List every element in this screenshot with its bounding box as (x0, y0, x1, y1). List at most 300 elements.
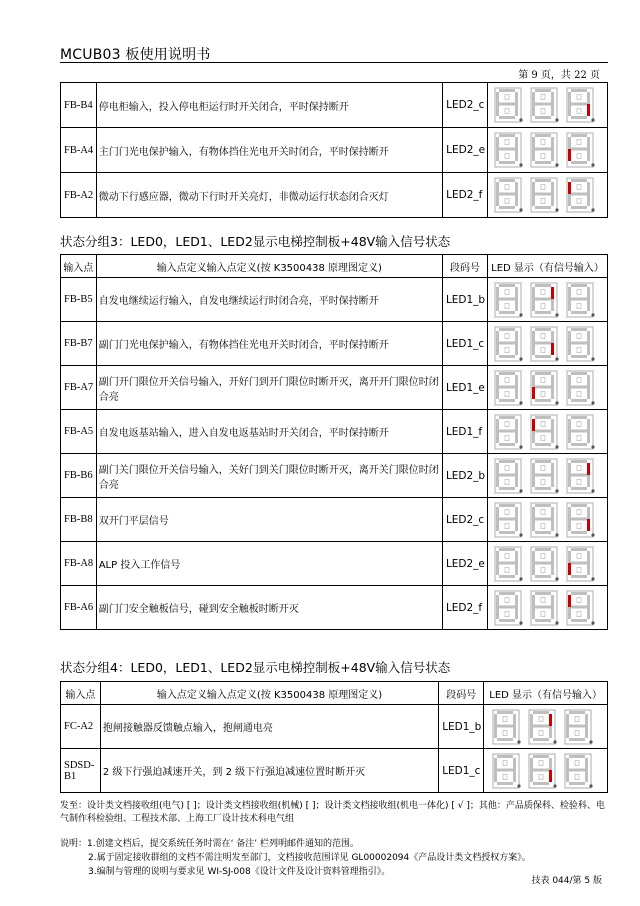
digit-mark (505, 154, 509, 159)
segment-a (535, 548, 551, 551)
segment-a (571, 179, 587, 182)
digit-mark (541, 303, 545, 308)
segment-a (499, 134, 515, 137)
digit-mark (539, 774, 543, 779)
segment-e (494, 726, 497, 738)
segment-g (571, 605, 587, 608)
segment-e (496, 194, 499, 206)
segment-e (568, 194, 571, 206)
segment-g (499, 385, 515, 388)
segment-d (571, 575, 587, 578)
segment-f (532, 551, 535, 563)
segment-a (571, 504, 587, 507)
segment-b (585, 758, 588, 770)
segment-a (499, 504, 515, 507)
segment-d (535, 311, 551, 314)
segment-d (499, 116, 515, 119)
decimal-point (555, 533, 558, 536)
segment-b (587, 375, 590, 387)
digit-mark (541, 95, 545, 100)
digit-mark (577, 289, 581, 294)
segment-a (497, 711, 513, 714)
input-code: FB-A8 (61, 542, 97, 586)
segment-g (497, 724, 513, 727)
segment-a (535, 89, 551, 92)
segment-d (571, 161, 587, 164)
segment-d (571, 399, 587, 402)
digit-mark (577, 154, 581, 159)
digit-mark (577, 347, 581, 352)
segment-b (551, 507, 554, 519)
segment-c (587, 607, 590, 619)
input-code: SDSD-B1 (61, 749, 101, 793)
segment-e (532, 607, 535, 619)
digit-mark (503, 730, 507, 735)
led-display (488, 278, 608, 322)
segment-c (515, 194, 518, 206)
input-code: FB-B7 (61, 322, 97, 366)
segment-a (571, 460, 587, 463)
input-description: 副门开门限位开关信号输入，开好门到开门限位时断开灭，离开开门限位时闭合亮 (96, 366, 442, 410)
segment-e (496, 475, 499, 487)
segment-a (535, 134, 551, 137)
note-line: 2.属于固定接收群组的文档不需注明发至部门，文档接收范围详见 GL00002094《产品设计类文档授权方案》。 (88, 853, 531, 863)
input-code: FB-B6 (61, 454, 97, 498)
digit-mark (541, 333, 545, 338)
segment-f (496, 287, 499, 299)
decimal-point (553, 740, 556, 743)
segment-f (494, 714, 497, 726)
digit-mark (577, 479, 581, 484)
segment-e (496, 563, 499, 575)
segment-g (499, 103, 515, 106)
digit-mark (541, 391, 545, 396)
segment-e (532, 104, 535, 116)
segment-c (587, 343, 590, 355)
segment-b (551, 375, 554, 387)
header-code: 输入点 (61, 682, 101, 705)
digit-mark (577, 95, 581, 100)
section-title-group3: 状态分组3：LED0，LED1、LED2显示电梯控制板+48V输入信号状态 (60, 234, 451, 249)
digit-mark (505, 377, 509, 382)
segment-g (499, 148, 515, 151)
segment-f (568, 507, 571, 519)
segment-b (587, 287, 590, 299)
segment-e (568, 104, 571, 116)
digit-mark (575, 760, 579, 765)
digit-mark (541, 611, 545, 616)
segment-f (566, 758, 569, 770)
decimal-point (555, 577, 558, 580)
segment-code: LED2_e (442, 542, 487, 586)
segment-e (568, 343, 571, 355)
segment-g (571, 103, 587, 106)
led-display (484, 705, 608, 749)
segment-c (513, 770, 516, 782)
segment-d (533, 782, 549, 785)
segment-e (496, 519, 499, 531)
segment-d (535, 355, 551, 358)
segment-a (535, 504, 551, 507)
segment-f (532, 137, 535, 149)
digit-mark (505, 95, 509, 100)
segment-d (497, 738, 513, 741)
segment-g (569, 724, 585, 727)
segment-f (496, 419, 499, 431)
segment-f (532, 331, 535, 343)
segment-c (551, 387, 554, 399)
input-code: FB-B8 (61, 498, 97, 542)
segment-b (549, 714, 552, 726)
segment-g (571, 297, 587, 300)
decimal-point (591, 163, 594, 166)
led-display (488, 366, 608, 410)
segment-e (568, 387, 571, 399)
decimal-point (555, 445, 558, 448)
segment-d (499, 311, 515, 314)
digit-mark (577, 611, 581, 616)
segment-c (585, 770, 588, 782)
segment-c (513, 726, 516, 738)
segment-e (568, 563, 571, 575)
segment-e (532, 475, 535, 487)
input-description: 2 级下行强迫减速开关，到 2 级下行强迫减速位置时断开灭 (100, 749, 438, 793)
segment-g (535, 297, 551, 300)
digit-mark (577, 333, 581, 338)
segment-b (515, 331, 518, 343)
segment-a (535, 284, 551, 287)
segment-e (566, 726, 569, 738)
segment-g (533, 768, 549, 771)
segment-a (499, 328, 515, 331)
input-description: 停电柜输入，投入停电柜运行时开关闭合，平时保持断开 (96, 83, 442, 128)
segment-e (568, 149, 571, 161)
decimal-point (591, 118, 594, 121)
section-title-group4: 状态分组4：LED0，LED1、LED2显示电梯控制板+48V输入信号状态 (60, 660, 451, 675)
table-row (61, 749, 608, 793)
digit-mark (505, 185, 509, 190)
notes (60, 837, 610, 879)
segment-a (535, 592, 551, 595)
digit-mark (575, 774, 579, 779)
segment-f (530, 714, 533, 726)
segment-b (515, 92, 518, 104)
header-description: 输入点定义输入点定义(按 K3500438 原理图定义) (100, 682, 438, 705)
input-description: 副门关门限位开关信号输入，关好门到关门限位时断开灭，离开关门限位时闭合亮 (96, 454, 442, 498)
segment-c (587, 299, 590, 311)
digit-mark (503, 774, 507, 779)
form-number: 技表 044/第 5 版 (531, 876, 602, 886)
digit-mark (577, 465, 581, 470)
decimal-point (519, 489, 522, 492)
led-display (488, 410, 608, 454)
segment-a (571, 416, 587, 419)
digit-mark (541, 140, 545, 145)
segment-b (551, 331, 554, 343)
table-row (61, 586, 608, 630)
segment-b (515, 137, 518, 149)
segment-c (551, 194, 554, 206)
digit-mark (577, 391, 581, 396)
segment-g (499, 429, 515, 432)
segment-b (551, 287, 554, 299)
digit-mark (505, 303, 509, 308)
segment-a (535, 328, 551, 331)
segment-g (535, 385, 551, 388)
led-display (488, 173, 608, 218)
segment-f (568, 182, 571, 194)
segment-e (568, 519, 571, 531)
segment-a (571, 89, 587, 92)
input-description: 主门门光电保护输入，有物体挡住光电开关时闭合，平时保持断开 (96, 128, 442, 173)
segment-b (515, 595, 518, 607)
table-row (61, 410, 608, 454)
segment-f (568, 287, 571, 299)
segment-e (566, 770, 569, 782)
group3-table (60, 254, 608, 630)
segment-a (571, 372, 587, 375)
decimal-point (519, 163, 522, 166)
segment-b (515, 419, 518, 431)
segment-g (499, 297, 515, 300)
segment-f (532, 463, 535, 475)
digit-mark (541, 421, 545, 426)
segment-g (535, 605, 551, 608)
segment-d (499, 531, 515, 534)
segment-e (494, 770, 497, 782)
segment-f (568, 463, 571, 475)
decimal-point (591, 401, 594, 404)
digit-mark (505, 567, 509, 572)
header-rule (60, 62, 608, 63)
segment-b (551, 551, 554, 563)
segment-a (499, 179, 515, 182)
decimal-point (591, 445, 594, 448)
segment-g (571, 429, 587, 432)
table-row (61, 366, 608, 410)
segment-g (571, 341, 587, 344)
segment-code: LED1_b (442, 278, 487, 322)
digit-mark (541, 289, 545, 294)
segment-g (499, 517, 515, 520)
segment-code: LED1_e (442, 366, 487, 410)
segment-g (533, 724, 549, 727)
segment-code: LED1_f (442, 410, 487, 454)
digit-mark (539, 760, 543, 765)
distribution-note: 发至：设计类文档接收组(电气) [ ]；设计类文档接收组(机械) [ ]；设计类文档接收组(机电一体化) [ √ ]；其他：产品质保科、检验科、电气制作科检验组、工程技术部、上海工厂设计技术科电气组 (60, 801, 605, 824)
document-title: MCUB03 板使用说明书 (60, 47, 211, 63)
segment-code: LED2_b (442, 454, 487, 498)
digit-mark (541, 479, 545, 484)
segment-e (568, 431, 571, 443)
segment-c (549, 770, 552, 782)
table-row (61, 83, 608, 128)
segment-e (530, 726, 533, 738)
segment-d (571, 355, 587, 358)
digit-mark (505, 333, 509, 338)
input-code: FB-B5 (61, 278, 97, 322)
digit-mark (577, 509, 581, 514)
segment-e (496, 104, 499, 116)
segment-c (515, 343, 518, 355)
table-header (61, 255, 608, 278)
digit-mark (505, 611, 509, 616)
segment-f (568, 551, 571, 563)
led-display (488, 542, 608, 586)
segment-d (499, 575, 515, 578)
segment-g (569, 768, 585, 771)
segment-f (496, 551, 499, 563)
segment-b (587, 507, 590, 519)
segment-g (571, 193, 587, 196)
segment-e (568, 607, 571, 619)
segment-b (587, 137, 590, 149)
segment-g (535, 473, 551, 476)
input-description: 自发电返基站输入，进入自发电返基站时开关闭合，平时保持断开 (96, 410, 442, 454)
segment-f (566, 714, 569, 726)
segment-f (494, 758, 497, 770)
segment-a (571, 548, 587, 551)
digit-mark (577, 377, 581, 382)
segment-e (496, 299, 499, 311)
digit-mark (505, 597, 509, 602)
digit-mark (541, 523, 545, 528)
segment-g (499, 605, 515, 608)
digit-mark (541, 185, 545, 190)
digit-mark (541, 553, 545, 558)
segment-g (535, 341, 551, 344)
group4-table (60, 681, 608, 793)
segment-code: LED2_c (443, 83, 488, 128)
decimal-point (517, 740, 520, 743)
segment-b (587, 595, 590, 607)
segment-g (571, 517, 587, 520)
decimal-point (519, 118, 522, 121)
decimal-point (591, 533, 594, 536)
digit-mark (541, 509, 545, 514)
header-segment: 段码号 (442, 255, 487, 278)
segment-d (535, 443, 551, 446)
note-line: 3.编制与管理的说明与要求见 WI-SJ-008《设计文件及设计资料管理指引》。 (88, 867, 391, 877)
segment-d (571, 116, 587, 119)
segment-g (499, 341, 515, 344)
segment-f (568, 137, 571, 149)
segment-f (530, 758, 533, 770)
segment-g (499, 193, 515, 196)
segment-e (532, 299, 535, 311)
table-row (61, 128, 608, 173)
header-led: LED 显示（有信号输入） (484, 682, 608, 705)
digit-mark (505, 465, 509, 470)
digit-mark (541, 154, 545, 159)
segment-c (515, 519, 518, 531)
segment-b (551, 137, 554, 149)
decimal-point (555, 208, 558, 211)
digit-mark (539, 730, 543, 735)
digit-mark (575, 730, 579, 735)
input-description: 双开门平层信号 (96, 498, 442, 542)
segment-c (515, 607, 518, 619)
digit-mark (577, 185, 581, 190)
input-code: FB-A2 (61, 173, 97, 218)
segment-b (587, 551, 590, 563)
segment-d (533, 738, 549, 741)
segment-e (530, 770, 533, 782)
segment-d (497, 782, 513, 785)
digit-mark (505, 421, 509, 426)
page-number: 第 9 页，共 22 页 (518, 70, 600, 81)
table-row (61, 498, 608, 542)
segment-f (496, 92, 499, 104)
segment-c (551, 104, 554, 116)
decimal-point (591, 357, 594, 360)
top-table (60, 82, 608, 218)
segment-f (532, 287, 535, 299)
segment-a (571, 134, 587, 137)
table-row (61, 173, 608, 218)
decimal-point (555, 313, 558, 316)
table-row (61, 278, 608, 322)
segment-code: LED2_e (443, 128, 488, 173)
segment-a (499, 372, 515, 375)
header-led: LED 显示（有信号输入） (488, 255, 608, 278)
segment-b (587, 463, 590, 475)
digit-mark (503, 760, 507, 765)
segment-c (585, 726, 588, 738)
segment-c (551, 343, 554, 355)
decimal-point (591, 313, 594, 316)
segment-f (496, 463, 499, 475)
segment-a (499, 284, 515, 287)
digit-mark (577, 140, 581, 145)
segment-e (496, 431, 499, 443)
segment-b (515, 375, 518, 387)
digit-mark (577, 523, 581, 528)
led-display (488, 454, 608, 498)
table-row (61, 542, 608, 586)
segment-code: LED2_f (442, 586, 487, 630)
digit-mark (505, 553, 509, 558)
segment-a (571, 592, 587, 595)
input-code: FB-B4 (61, 83, 97, 128)
digit-mark (541, 465, 545, 470)
digit-mark (505, 140, 509, 145)
segment-f (532, 375, 535, 387)
segment-g (535, 193, 551, 196)
segment-d (569, 738, 585, 741)
segment-b (515, 287, 518, 299)
segment-b (515, 463, 518, 475)
decimal-point (519, 208, 522, 211)
segment-f (532, 92, 535, 104)
segment-f (496, 375, 499, 387)
segment-g (571, 148, 587, 151)
segment-f (496, 137, 499, 149)
segment-g (571, 561, 587, 564)
segment-f (568, 331, 571, 343)
segment-a (533, 711, 549, 714)
digit-mark (541, 347, 545, 352)
segment-d (571, 619, 587, 622)
segment-d (571, 443, 587, 446)
digit-mark (577, 553, 581, 558)
segment-a (499, 592, 515, 595)
input-code: FB-A6 (61, 586, 97, 630)
input-code: FC-A2 (61, 705, 101, 749)
decimal-point (519, 445, 522, 448)
segment-f (496, 331, 499, 343)
segment-d (571, 531, 587, 534)
